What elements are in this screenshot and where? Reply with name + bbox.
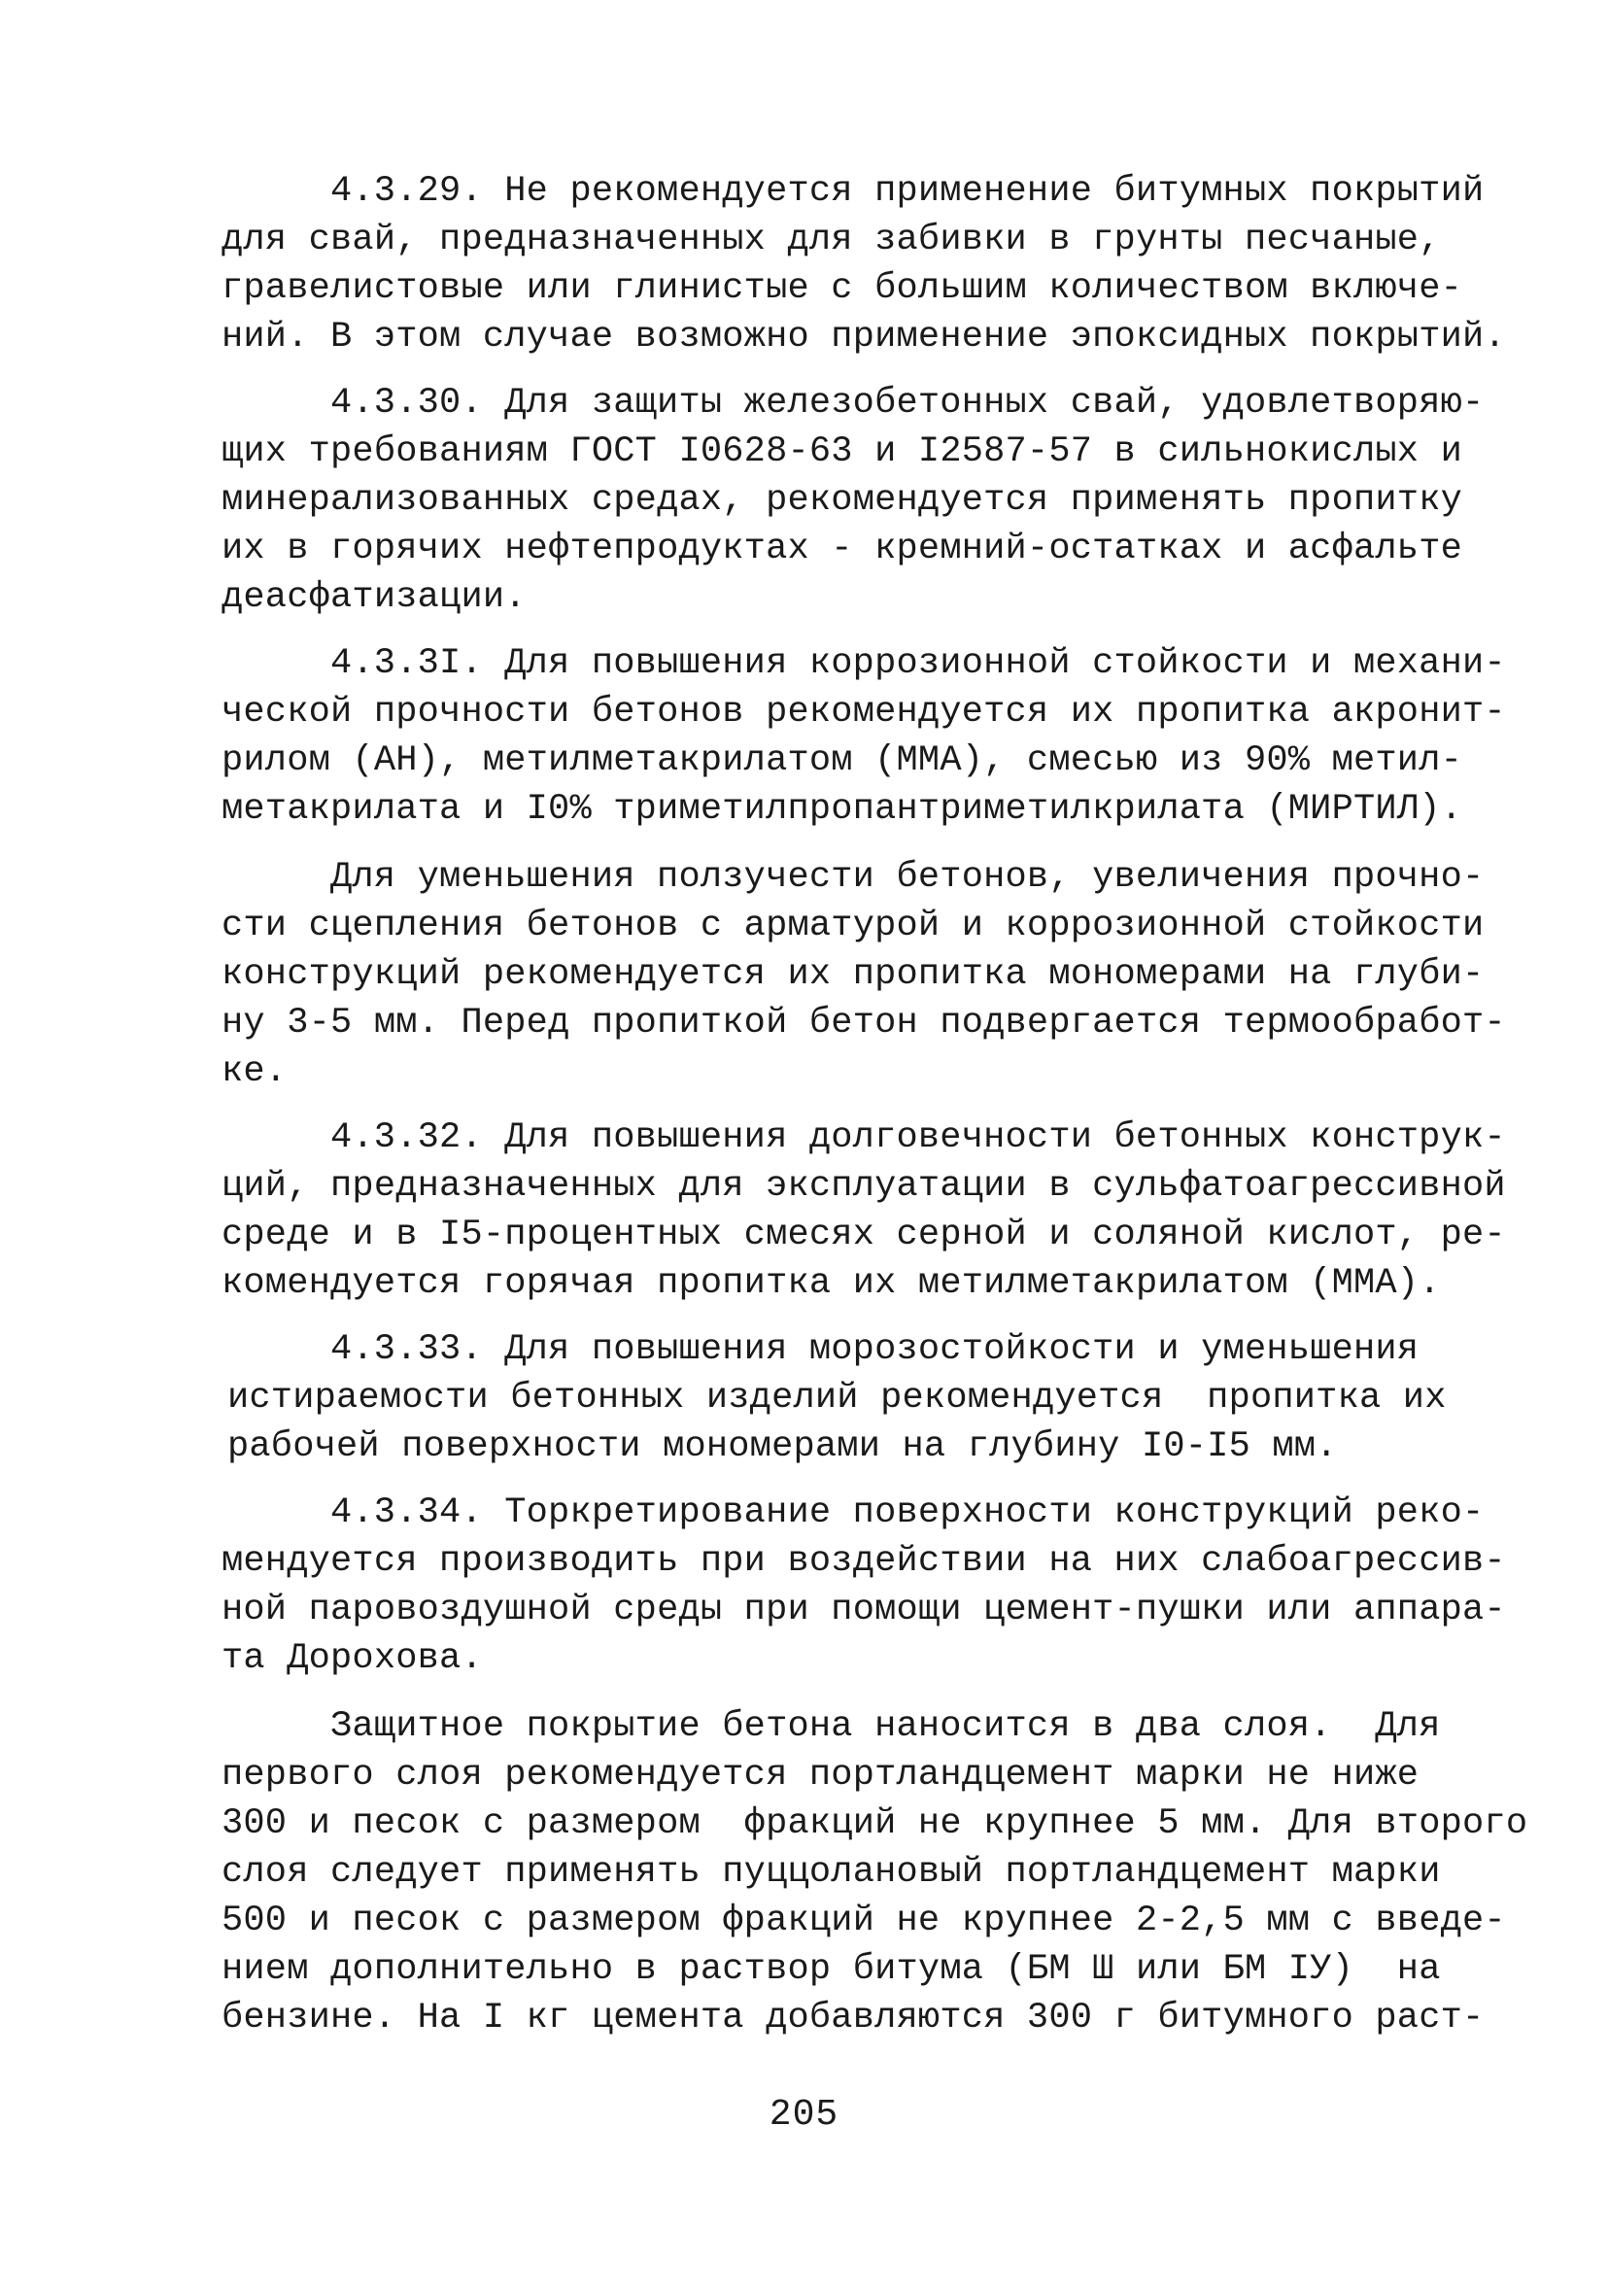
paragraph-4-3-29-line-2: для свай, предназначенных для забивки в грунты песчаные,: [222, 220, 1441, 260]
paragraph-4-3-30-line-5: деасфатизации.: [222, 577, 527, 618]
paragraph-4-3-29-line-4: ний. В этом случае возможно применение эпоксидных покрытий.: [222, 317, 1506, 358]
paragraph-4-3-31b-line-3: конструкций рекомендуется их пропитка мономерами на глуби-: [222, 954, 1485, 995]
paragraph-4-3-34b-line-3: 300 и песок с размером фракций не крупнее 5 мм. Для второго: [222, 1803, 1528, 1844]
paragraph-4-3-34b-line-2: первого слоя рекомендуется портландцемент марки не ниже: [222, 1755, 1420, 1796]
paragraph-4-3-32-line-1: 4.3.32. Для повышения долговечности бетонных конструк-: [330, 1117, 1506, 1158]
paragraph-4-3-31b-line-4: ну 3-5 мм. Перед пропиткой бетон подвергается термообработ-: [222, 1003, 1506, 1044]
paragraph-4-3-34b-line-4: слоя следует применять пуццолановый портландцемент марки: [222, 1852, 1441, 1893]
paragraph-4-3-31-line-1: 4.3.3I. Для повышения коррозионной стойкости и механи-: [330, 643, 1506, 684]
paragraph-4-3-34-line-2: мендуется производить при воздействии на них слабоагрессив-: [222, 1541, 1506, 1582]
paragraph-4-3-34b-line-7: бензине. На I кг цемента добавляются 300 г битумного раст-: [222, 1998, 1485, 2039]
paragraph-4-3-32-line-4: комендуется горячая пропитка их метилметакрилатом (ММА).: [222, 1263, 1441, 1304]
paragraph-4-3-33-line-3: рабочей поверхности мономерами на глубину I0-I5 мм.: [227, 1426, 1338, 1467]
paragraph-4-3-32-line-2: ций, предназначенных для эксплуатации в сульфатоагрессивной: [222, 1166, 1506, 1207]
paragraph-4-3-29-line-3: гравелистовые или глинистые с большим количеством включе-: [222, 268, 1463, 309]
paragraph-4-3-31-line-4: метакрилата и I0% триметилпропантриметилкрилата (МИРТИЛ).: [222, 789, 1463, 830]
paragraph-4-3-34b-line-1: Защитное покрытие бетона наносится в два слоя. Для: [330, 1706, 1441, 1747]
paragraph-4-3-31-line-3: рилом (АН), метилметакрилатом (ММА), смесью из 90% метил-: [222, 740, 1463, 781]
paragraph-4-3-34-line-3: ной паровоздушной среды при помощи цемент-пушки или аппара-: [222, 1590, 1506, 1630]
paragraph-4-3-34-line-1: 4.3.34. Торкретирование поверхности конструкций реко-: [330, 1492, 1485, 1533]
paragraph-4-3-34-line-4: та Дорохова.: [222, 1638, 483, 1679]
paragraph-4-3-31b-line-2: сти сцепления бетонов с арматурой и коррозионной стойкости: [222, 906, 1485, 946]
paragraph-4-3-29-line-1: 4.3.29. Не рекомендуется применение битумных покрытий: [330, 171, 1485, 212]
paragraph-4-3-33-line-2: истираемости бетонных изделий рекомендуется пропитка их: [227, 1378, 1447, 1419]
paragraph-4-3-30-line-2: щих требованиям ГОСТ I0628-63 и I2587-57 в сильнокислых и: [222, 431, 1463, 472]
paragraph-4-3-33-line-1: 4.3.33. Для повышения морозостойкости и уменьшения: [330, 1329, 1420, 1370]
page-number: 205: [769, 2094, 839, 2136]
paragraph-4-3-34b-line-6: нием дополнительно в раствор битума (БМ Ш или БМ IУ) на: [222, 1949, 1441, 1990]
paragraph-4-3-30-line-3: минерализованных средах, рекомендуется применять пропитку: [222, 480, 1463, 521]
paragraph-4-3-31b-line-1: Для уменьшения ползучести бетонов, увеличения прочно-: [330, 857, 1485, 898]
paragraph-4-3-30-line-4: их в горячих нефтепродуктах - кремний-остатках и асфальте: [222, 529, 1463, 569]
paragraph-4-3-34b-line-5: 500 и песок с размером фракций не крупнее 2-2,5 мм с введе-: [222, 1901, 1506, 1941]
paragraph-4-3-32-line-3: среде и в I5-процентных смесях серной и соляной кислот, ре-: [222, 1215, 1506, 1255]
paragraph-4-3-31b-line-5: ке.: [222, 1051, 288, 1092]
paragraph-4-3-31-line-2: ческой прочности бетонов рекомендуется их пропитка акронит-: [222, 692, 1506, 733]
paragraph-4-3-30-line-1: 4.3.30. Для защиты железобетонных свай, удовлетворяю-: [330, 383, 1485, 424]
